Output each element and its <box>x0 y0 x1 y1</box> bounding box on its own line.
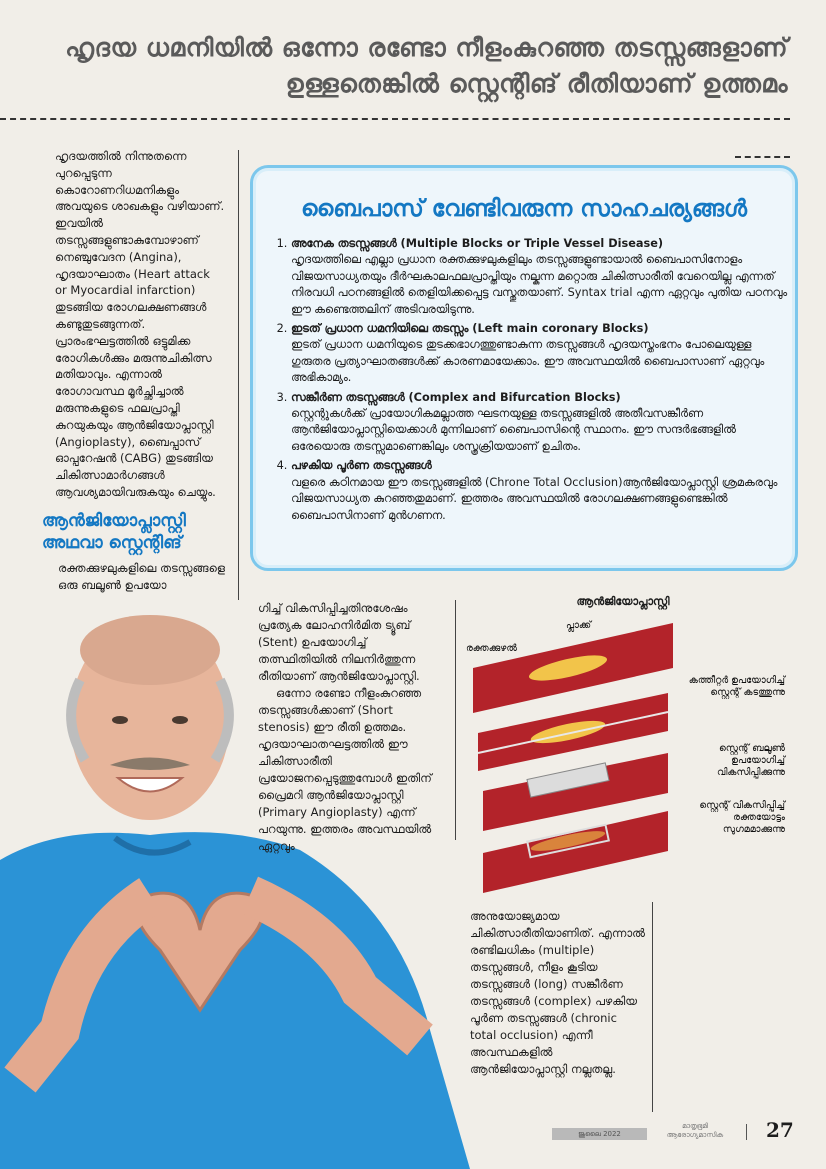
page-headline <box>48 30 788 102</box>
plaque-label: പ്ലാക്ക് <box>566 620 592 631</box>
middle-column-text <box>258 600 448 855</box>
bypass-item-text: ഹൃദയത്തിലെ എല്ലാ പ്രധാന രക്തക്കുഴലുകളിലും തടസ്സങ്ങളുണ്ടായാൽ ബൈപാസിനോളം വിജയസാധ്യതയും ദീർഘകാലഫലപ്രാപ്തിയും നല്കുന്ന മറ്റൊരു ചികിത്സാരീതി വേറെയില്ല എന്നത് നിരവധി പഠനങ്ങളിൽ തെളിയിക്കപ്പെട്ട വസ്തുതയാണ്. Syntax trial എന്ന ഏറ്റവും പുതിയ പഠനവും ഈ കണ്ടെത്തലിന് അടിവരയിടുന്നു. <box>291 253 788 316</box>
bypass-box-title: ബൈപാസ് വേണ്ടിവരുന്ന സാഹചര്യങ്ങൾ <box>300 196 748 222</box>
angioplasty-diagram <box>458 595 788 895</box>
section-title-line-2: അഥവാ സ്റ്റെന്റിങ് <box>42 533 182 553</box>
issue-date: ജൂലൈ 2022 <box>578 1130 621 1138</box>
section-title-line-1: ആൻജിയോപ്ലാസ്റ്റി <box>42 511 186 531</box>
left-column-text: ഹൃദയത്തിൽ നിന്നുതന്നെ പുറപ്പെടുന്ന കൊറോണറിധമനികളും അവയുടെ ശാഖകളും വഴിയാണ്. ഇവയിൽ തടസ്സങ്ങളുണ്ടാകുമ്പോഴാണ് നെഞ്ചുവേദന (Angina), ഹൃദയാഘാതം (Heart attack or Myocardial infarction) തുടങ്ങിയ രോഗലക്ഷണങ്ങൾ കണ്ടുതുടങ്ങുന്നത്. പ്രാരംഭഘട്ടത്തിൽ ഒട്ടുമിക്ക രോഗികൾക്കും മരുന്നുചികിത്സ മതിയാവും. എന്നാൽ രോഗാവസ്ഥ മൂർച്ഛിച്ചാൽ മരുന്നുകളുടെ ഫലപ്രാപ്തി കുറയുകയും ആൻജിയോപ്ലാസ്റ്റി (Angioplasty), ബൈപ്പാസ് ഓപ്പറേഷൻ (CABG) തുടങ്ങിയ ചികിത്സാമാർഗങ്ങൾ ആവശ്യമായിവരുകയും ചെയ്യും. <box>55 149 225 499</box>
balloon-label: സ്റ്റെന്റ് ബലൂൺ ഉപയോഗിച്ച് വികസിപ്പിക്കുന്നു <box>716 743 785 778</box>
column-rule <box>238 150 239 600</box>
magazine-logo: മാതൃഭൂമി ആരോഗ്യമാസിക <box>666 1122 724 1139</box>
vessel-label: രക്തക്കുഴൽ <box>466 643 517 654</box>
catheter-label: കത്തീറ്റർ ഉപയോഗിച്ച് സ്റ്റെന്റ് കടത്തുന്നു <box>688 675 785 698</box>
issue-date-bar <box>552 1128 647 1140</box>
bypass-item-text: സ്റ്റെന്റുകൾക്ക് പ്രായോഗികമല്ലാത്ത ഘടനയുള്ള തടസ്സങ്ങളിൽ അതീവസങ്കീർണ ആൻജിയോപ്ലാസ്റ്റിയെക്കാൾ മുന്നിലാണ് ബൈപാസിന്റെ സ്ഥാനം. ഈ സന്ദർഭങ്ങളിൽ ഒരേയൊരു തടസ്സമാണെങ്കിലും ശസ്ത്രക്രിയയാണ് ഉചിതം. <box>291 407 736 453</box>
bypass-conditions-list <box>271 236 791 527</box>
bottom-column-text: അനുയോജ്യമായ ചികിത്സാരീതിയാണിത്. എന്നാൽ രണ്ടിലധികം (multiple) തടസ്സങ്ങൾ, നീളം കൂടിയ തടസ്സങ്ങൾ (long) സങ്കീർണ തടസ്സങ്ങൾ (complex) പഴകിയ പൂർണ തടസ്സങ്ങൾ (chronic total occlusion) എന്നീ അവസ്ഥകളിൽ ആൻജിയോപ്ലാസ്റ്റി നല്ലതല്ല. <box>470 909 645 1076</box>
diagram-title: ആൻജിയോപ്ലാസ്റ്റി <box>576 595 670 608</box>
middle-paragraph-2: ഒന്നോ രണ്ടോ നീളംകുറഞ്ഞ തടസ്സങ്ങൾക്കാണ് (Short stenosis) ഈ രീതി ഉത്തമം. ഹൃദയാഘാതഘട്ടത്തിൽ ഈ ചികിത്സാരീതി പ്രയോജനപ്പെടുത്തുമ്പോൾ ഇതിന് പ്രൈമറി ആൻജിയോപ്ലാസ്റ്റി (Primary Angioplasty) എന്ന് പറയുന്നു. ഇത്തരം അവസ്ഥയിൽ ഏറ്റവും <box>258 686 432 853</box>
bypass-item-heading: 2. ഇടത് പ്രധാന ധമനിയിലെ തടസ്സം (Left main coronary Blocks) <box>291 322 649 336</box>
bypass-item-text: ഇടത് പ്രധാന ധമനിയുടെ തുടക്കഭാഗത്തുണ്ടാകുന്ന തടസ്സങ്ങൾ ഹൃദയസ്തംഭനം പോലെയുള്ള ഗുരുതര പ്രത്യാഘാതങ്ങൾക്ക് കാരണമായേക്കാം. ഈ അവസ്ഥയിൽ ബൈപാസാണ് ഏറ്റവും അഭികാമ്യം. <box>291 338 765 385</box>
headline-line-2: ഉള്ളതെങ്കിൽ സ്റ്റെന്റിങ് രീതിയാണ് ഉത്തമം <box>285 69 788 98</box>
column-rule <box>455 600 456 840</box>
bypass-info-box <box>250 165 798 571</box>
bypass-item-heading: 4. പഴകിയ പൂർണ തടസ്സങ്ങൾ <box>291 459 432 473</box>
face-icon <box>70 615 230 820</box>
bypass-item-heading: 3. സങ്കീർണ തടസ്സങ്ങൾ (Complex and Bifurcation Blocks) <box>291 390 621 404</box>
headline-line-1: ഹൃദയ ധമനിയിൽ ഒന്നോ രണ്ടോ നീളംകുറഞ്ഞ തടസ്സങ്ങളാണ് <box>65 33 788 62</box>
stent-expanded-label: സ്റ്റെന്റ് വികസിപ്പിച്ച് രക്തയോട്ടം സുഗമമാക്കുന്നു <box>699 800 785 835</box>
bypass-item <box>291 321 791 387</box>
angioplasty-intro-text: രക്തക്കുഴലുകളിലെ തടസ്സങ്ങളെ ഒരു ബലൂൺ ഉപയോ <box>58 561 225 592</box>
bypass-item-heading: 1. അനേക തടസ്സങ്ങൾ (Multiple Blocks or Triple Vessel Disease) <box>291 237 664 250</box>
bypass-item <box>291 390 791 456</box>
bypass-item <box>291 236 791 318</box>
angioplasty-section-title <box>42 510 232 554</box>
middle-paragraph-1: ഗിച്ച് വികസിപ്പിച്ചതിനുശേഷം പ്രത്യേക ലോഹനിർമിത ട്യൂബ് (Stent) ഉപയോഗിച്ച് തത്സ്ഥിതിയിൽ നിലനിർത്തുന്ന രീതിയാണ് ആൻജിയോപ്ലാസ്റ്റി. <box>258 601 420 683</box>
column-rule <box>652 902 653 1112</box>
bypass-item-text: വളരെ കഠിനമായ ഈ തടസ്സങ്ങളിൽ (Chrone Total Occlusion)ആൻജിയോപ്ലാസ്റ്റി ശ്രമകരവും വിജയസാധ്യത കുറഞ്ഞതുമാണ്. ഇത്തരം അവസ്ഥയിൽ രോഗലക്ഷണങ്ങളുണ്ടെങ്കിൽ ബൈപാസിനാണ് മുൻഗണന. <box>291 475 778 522</box>
footer-separator <box>746 1124 747 1140</box>
bypass-item <box>291 458 791 524</box>
headline-divider-2 <box>735 156 790 158</box>
headline-divider <box>0 118 790 120</box>
page-number: 27 <box>766 1118 794 1142</box>
